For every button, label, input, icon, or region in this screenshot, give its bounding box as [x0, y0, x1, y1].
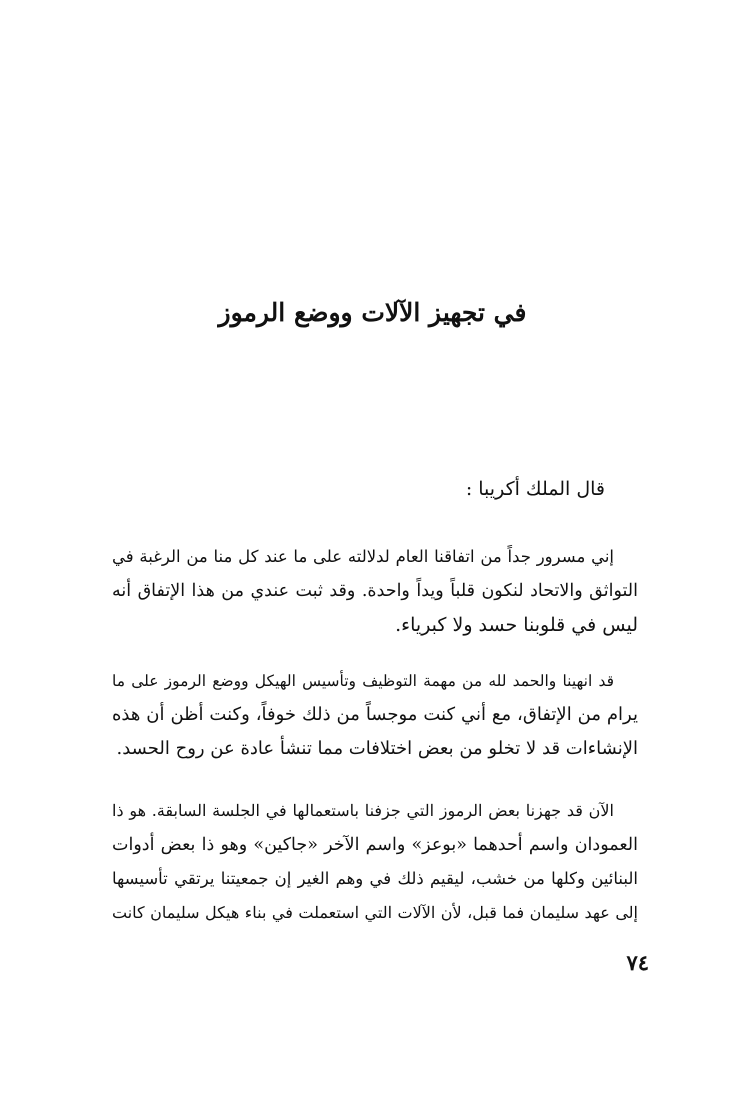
paragraph-line: قد انهينا والحمد لله من مهمة التوظيف وتأسيس الهيكل ووضع الرموز على ما	[112, 672, 614, 690]
paragraph-line: الآن قد جهزنا بعض الرموز التي جزفنا باستعمالها في الجلسة السابقة. هو ذا	[112, 801, 614, 820]
paragraph-line: البنائين وكلها من خشب، ليقيم ذلك في وهم الغير إن جمعيتنا يرتقي تأسيسها	[112, 869, 638, 888]
paragraph-line: التواثق والاتحاد لنكون قلباً ويداً واحدة. وقد ثبت عندي من هذا الإتفاق أنه	[112, 581, 638, 601]
paragraph-line: يرام من الإتفاق، مع أني كنت موجساً من ذلك خوفاً، وكنت أظن أن هذه	[112, 704, 638, 725]
chapter-title: في تجهيز الآلات ووضع الرموز	[218, 298, 527, 327]
speaker-line: قال الملك أكريبا :	[465, 478, 605, 500]
paragraph-line: العمودان واسم أحدهما «بوعز» واسم الآخر «جاكين» وهو ذا بعض أدوات	[112, 835, 638, 855]
paragraph-line: إني مسرور جداً من اتفاقنا العام لدلالته على ما عند كل منا من الرغبة في	[112, 547, 614, 566]
page-number: ٧٤	[626, 950, 649, 975]
paragraph-line: ليس في قلوبنا حسد ولا كبرياء.	[395, 614, 638, 636]
paragraph-line: إلى عهد سليمان فما قبل، لأن الآلات التي استعملت في بناء هيكل سليمان كانت	[112, 903, 638, 922]
paragraph-1	[112, 540, 638, 642]
paragraph-line: الإنشاءات قد لا تخلو من بعض اختلافات مما تنشأ عادة عن روح الحسد.	[116, 738, 638, 759]
paragraph-3	[112, 794, 638, 930]
paragraph-2	[112, 664, 638, 766]
